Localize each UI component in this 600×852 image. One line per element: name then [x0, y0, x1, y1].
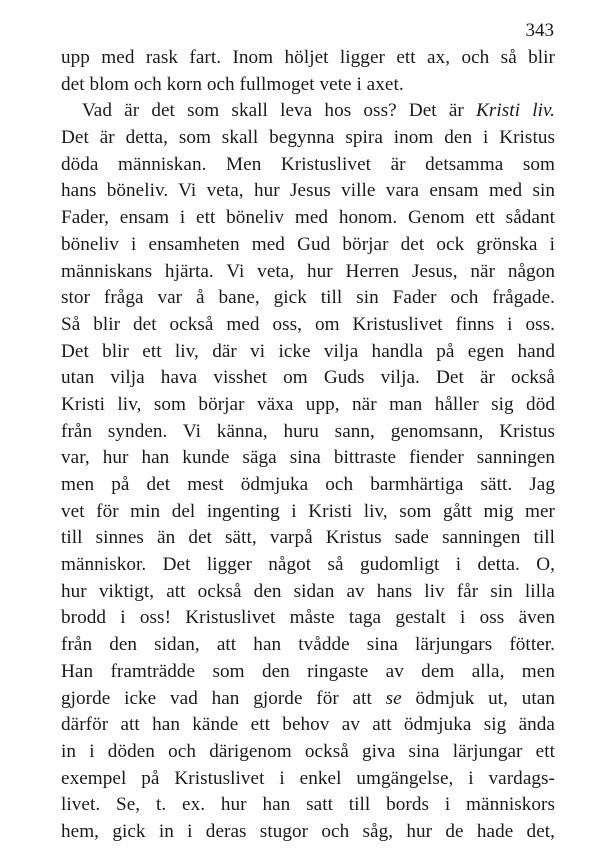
text-line: [61, 339, 555, 366]
text-line: [61, 232, 555, 259]
text-line: [61, 98, 555, 125]
text-segment: brodd i oss! Kristuslivet måste taga gestalt i oss även: [61, 607, 555, 629]
text-segment: utan vilja hava visshet om Guds vilja. Det är också: [61, 367, 555, 389]
text-segment: exempel på Kristuslivet i enkel umgängelse, i vardags-: [61, 767, 555, 789]
text-line: [61, 792, 555, 819]
text-line: [61, 712, 555, 739]
text-line: [61, 632, 555, 659]
text-segment: livet. Se, t. ex. hur han satt till bords i människors: [61, 794, 555, 816]
text-line: [61, 525, 555, 552]
text-line: [61, 605, 555, 632]
text-segment: böneliv i ensamheten med Gud börjar det ock grönska i: [61, 233, 555, 255]
text-line: [61, 152, 555, 179]
text-segment: hur viktigt, att också den sidan av hans liv får sin lilla: [61, 580, 555, 602]
text-line: [61, 392, 555, 419]
text-line: [61, 45, 555, 72]
text-line: [61, 259, 555, 286]
text-segment: Han framträdde som den ringaste av dem alla, men: [61, 660, 555, 682]
text-segment: Så blir det också med oss, om Kristuslivet finns i oss.: [61, 313, 555, 335]
text-segment: stor fråga var å bane, gick till sin Fader och frågade.: [61, 287, 555, 309]
text-line: [61, 419, 555, 446]
text-segment: människor. Det ligger något så gudomligt i detta. O,: [61, 554, 555, 576]
text-segment: var, hur han kunde säga sina bittraste fiender sanningen: [61, 447, 555, 469]
text-segment: till sinnes än det sätt, varpå Kristus sade sanningen till: [61, 527, 555, 549]
text-segment: döda människan. Men Kristuslivet är detsamma som: [61, 153, 555, 175]
text-segment: Vad är det som skall leva hos oss? Det är: [82, 100, 477, 122]
text-segment: gjorde icke vad han gjorde för att: [61, 687, 386, 709]
text-line: [61, 72, 555, 99]
text-segment: därför att han kände ett behov av att ödmjuka sig ända: [61, 714, 555, 736]
text-line: [61, 659, 555, 686]
text-segment: upp med rask fart. Inom höljet ligger ett ax, och så blir: [61, 47, 555, 68]
italic-text: Kristi liv.: [476, 100, 555, 122]
text-line: [61, 205, 555, 232]
text-line: [61, 819, 555, 846]
text-segment: in i döden och därigenom också giva sina lärjungar ett: [61, 740, 555, 762]
text-line: [61, 445, 555, 472]
text-segment: från synden. Vi känna, huru sann, genomsann, Kristus: [61, 420, 555, 442]
text-segment: Fader, ensam i ett böneliv med honom. Genom ett sådant: [61, 207, 555, 229]
text-segment: hans böneliv. Vi veta, hur Jesus ville vara ensam med sin: [61, 180, 555, 202]
text-segment: Kristi liv, som börjar växa upp, när man håller sig död: [61, 393, 555, 415]
text-line: [61, 686, 555, 713]
text-line: [61, 739, 555, 766]
text-segment: människans hjärta. Vi veta, hur Herren Jesus, när någon: [61, 260, 555, 282]
text-line: [61, 766, 555, 793]
page-number: 343: [525, 20, 554, 41]
text-line: [61, 365, 555, 392]
text-line: [61, 125, 555, 152]
text-segment: Det är detta, som skall begynna spira inom den i Kristus: [61, 127, 555, 149]
text-segment: hem, gick in i deras stugor och såg, hur de hade det,: [61, 820, 555, 842]
text-line: [61, 285, 555, 312]
italic-text: se: [385, 687, 402, 709]
text-segment: vet för min del ingenting i Kristi liv, som gått mig mer: [61, 500, 555, 522]
text-segment: ödmjuk ut, utan: [401, 687, 556, 709]
text-segment: det blom och korn och fullmoget vete i axet.: [61, 73, 404, 95]
text-line: [61, 472, 555, 499]
text-segment: men på det mest ödmjuka och barmhärtiga sätt. Jag: [61, 474, 555, 495]
text-line: [61, 552, 555, 579]
text-segment: Det blir ett liv, där vi icke vilja handla på egen hand: [61, 340, 555, 362]
text-segment: från den sidan, att han tvådde sina lärjungars fötter.: [61, 634, 555, 656]
text-line: [61, 579, 555, 606]
body-text: [61, 45, 555, 846]
text-line: [61, 178, 555, 205]
text-line: [61, 499, 555, 526]
text-line: [61, 312, 555, 339]
